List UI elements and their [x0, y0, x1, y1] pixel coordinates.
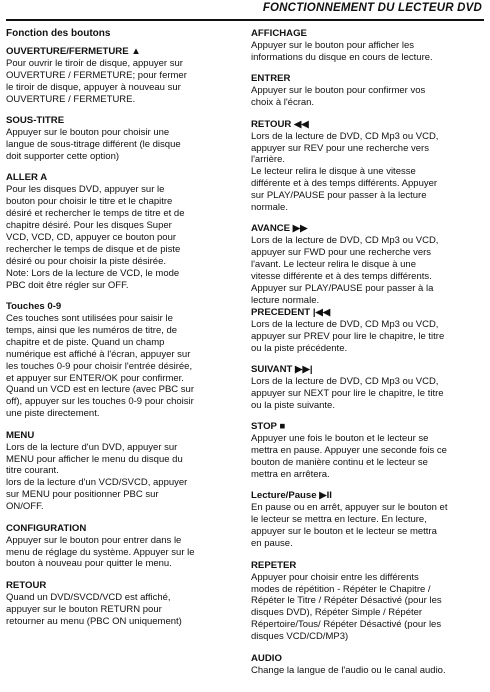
section-heading: Touches 0-9: [6, 301, 62, 312]
section-body: Lors de la lecture de DVD, CD Mp3 ou VCD, appuyer sur REV pour une recherche vers l'arrière. Le lecteur relira le disque à une vitesse différente et à des temps différents. Appuyer sur PLAY/PAUSE pour passer à la lecture normale.: [251, 130, 439, 214]
section-retour-rev: [251, 119, 487, 214]
section-body: Appuyer sur le bouton pour confirmer vos choix à l'écran.: [251, 85, 426, 109]
section-body: Lors de la lecture de DVD, CD Mp3 ou VCD, appuyer sur FWD pour une recherche vers l'avant. Le lecteur relira le disque à une vitesse différente et à des temps différents. Appuyer sur PLAY/PAUSE pour passer à la lecture normale.: [251, 235, 439, 306]
section-heading: PRECEDENT |◀◀: [251, 306, 331, 318]
section-body: Ces touches sont utilisées pour saisir le temps, ainsi que les numéros de titre, de chapitre et de piste. Quand un champ numérique est affiché à l'écran, appuyer sur les touches 0-9 pour choisir l'entrée désirée, et appuyer sur ENTER/OK pour confirmer. Quand un VCD est en lecture (avec PBC sur off), appuyer sur les touches 0-9 pour choisir une piste directement.: [6, 313, 194, 420]
section-body: En pause ou en arrêt, appuyer sur le bouton et le lecteur se mettra en lecture. En lecture, appuyer sur le bouton et le lecteur se mettra en pause.: [251, 502, 448, 550]
section-aller-a: [6, 172, 240, 291]
right-column: [251, 28, 487, 686]
section-heading: REPETER: [251, 559, 297, 571]
section-heading: STOP ■: [251, 421, 286, 433]
section-heading: AVANCE ▶▶: [251, 223, 308, 235]
section-heading: ALLER A: [6, 172, 48, 184]
section-body: Appuyer une fois le bouton et le lecteur se mettra en pause. Appuyer une seconde fois ce bouton de manière continu et le lecteur se mettra en arrêtera.: [251, 433, 447, 481]
section-body: Quand un DVD/SVCD/VCD est affiché, appuyer sur le bouton RETURN pour retourner au menu (PBC ON uniquement): [6, 591, 182, 627]
section-sous-titre: [6, 115, 240, 163]
section-heading: RETOUR ◀◀: [251, 118, 309, 130]
section-touches-0-9: [6, 301, 240, 420]
header-divider: [6, 19, 484, 21]
page-header: [0, 0, 490, 22]
section-body: Appuyer sur le bouton pour choisir une langue de sous-titrage différent (le disque doit supporter cette option): [6, 127, 181, 162]
section-precedent: [251, 307, 487, 355]
section-body: Pour les disques DVD, appuyer sur le bouton pour choisir le titre et le chapitre désiré et rechercher le temps de titre et de chapitre désiré. Pour les disques Super VCD, VCD, CD, appuyer ce bouton pour rechercher le temps de disque et de piste désiré ou pour choisir la piste désirée. Note: Lors de la lecture de VCD, le mode PBC doit être régler sur OFF.: [6, 184, 185, 291]
section-entrer: [251, 73, 487, 109]
section-body: Lors de la lecture d'un DVD, appuyer sur MENU pour afficher le menu du disque du titre courant. lors de la lecture d'un VCD/SVCD, appuyer sur MENU pour positionner PBC sur ON/OFF.: [6, 441, 188, 513]
section-heading: CONFIGURATION: [6, 522, 87, 534]
section-retour-menu: [6, 580, 240, 628]
section-ouverture-fermeture: [6, 46, 240, 106]
section-stop: [251, 421, 487, 481]
section-suivant: [251, 364, 487, 412]
section-heading: SUIVANT ▶▶|: [251, 364, 313, 376]
section-heading: SOUS-TITRE: [6, 115, 65, 127]
section-body: Appuyer sur le bouton pour afficher les informations du disque en cours de lecture.: [251, 40, 433, 63]
page-title: FONCTIONNEMENT DU LECTEUR DVD: [262, 2, 482, 14]
section-audio: [251, 653, 487, 677]
section-body: Lors de la lecture de DVD, CD Mp3 ou VCD, appuyer sur PREV pour lire le chapitre, le titre ou la piste précédente.: [251, 318, 445, 354]
section-heading: AFFICHAGE: [251, 28, 307, 39]
column-title: Fonction des boutons: [6, 28, 111, 39]
section-affichage: [251, 28, 487, 64]
section-body: Appuyer pour choisir entre les différents modes de répétition - Répéter le Chapitre / Répéter le Titre / Répéter Désactivé (pour les disques DVD), Répéter Simple / Répéter Répertoire/Tous/ Répéter Désactivé (pour les disques VCD/CD/MP3): [251, 571, 442, 643]
section-body: Lors de la lecture de DVD, CD Mp3 ou VCD, appuyer sur NEXT pour lire le chapitre, le titre ou la piste suivante.: [251, 376, 444, 411]
section-body: Change la langue de l'audio ou le canal audio.: [251, 664, 446, 676]
section-heading: OUVERTURE/FERMETURE ▲: [6, 46, 141, 57]
section-body: Appuyer sur le bouton pour entrer dans le menu de réglage du système. Appuyer sur le bouton à nouveau pour quitter le menu.: [6, 534, 195, 570]
left-column: [6, 28, 240, 637]
section-avance: [251, 223, 487, 306]
section-heading: RETOUR: [6, 579, 47, 591]
section-lecture-pause: [251, 490, 487, 550]
section-heading: MENU: [6, 429, 35, 441]
section-configuration: [6, 523, 240, 571]
section-menu: [6, 430, 240, 513]
section-heading: ENTRER: [251, 73, 291, 85]
section-heading: AUDIO: [251, 652, 282, 664]
section-body: Pour ouvrir le tiroir de disque, appuyer sur OUVERTURE / FERMETURE; pour fermer le tiroir de disque, appuyer à nouveau sur OUVERTURE / FERMETURE.: [6, 58, 187, 105]
section-heading: Lecture/Pause ▶II: [251, 490, 332, 502]
section-repeter: [251, 560, 487, 643]
